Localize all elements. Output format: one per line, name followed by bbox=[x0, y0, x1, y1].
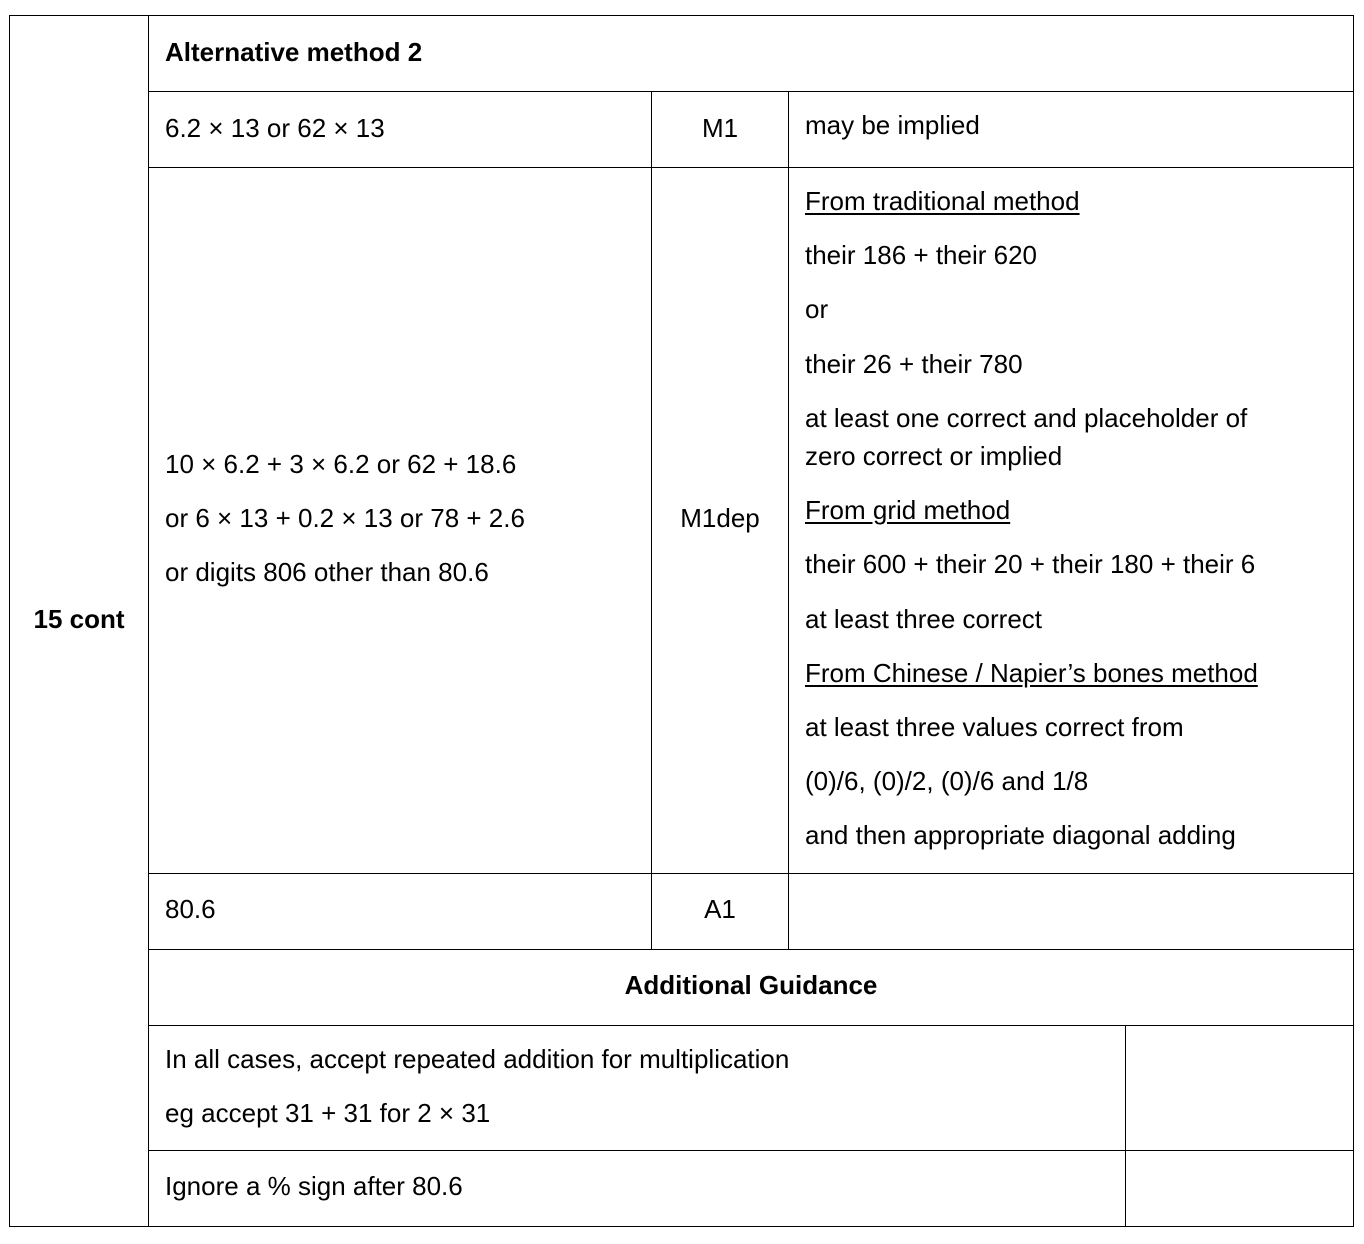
comment-line: (0)/6, (0)/2, (0)/6 and 1/8 bbox=[805, 766, 1089, 796]
guidance-text: Ignore a % sign after 80.6 bbox=[165, 1171, 463, 1201]
row-divider bbox=[148, 1025, 1354, 1026]
row-divider bbox=[148, 91, 1354, 92]
traditional-method-heading: From traditional method bbox=[805, 186, 1080, 216]
question-number: 15 cont bbox=[33, 604, 125, 634]
comment-line: their 26 + their 780 bbox=[805, 349, 1023, 379]
working-line: or digits 806 other than 80.6 bbox=[165, 557, 489, 587]
working-line: 10 × 6.2 + 3 × 6.2 or 62 + 18.6 bbox=[165, 449, 517, 479]
table-bottom-border bbox=[9, 1226, 1354, 1227]
chinese-method-heading: From Chinese / Napier’s bones method bbox=[805, 658, 1258, 688]
comment-line: or bbox=[805, 294, 829, 324]
method-title: Alternative method 2 bbox=[165, 37, 423, 67]
comment-cell: may be implied bbox=[805, 110, 980, 140]
grid-method-heading: From grid method bbox=[805, 495, 1011, 525]
comment-line: and then appropriate diagonal adding bbox=[805, 820, 1236, 850]
working-line: or 6 × 13 + 0.2 × 13 or 78 + 2.6 bbox=[165, 503, 525, 533]
additional-guidance-heading: Additional Guidance bbox=[624, 970, 878, 1000]
question-column-divider bbox=[148, 15, 149, 1227]
guidance-text: eg accept 31 + 31 for 2 × 31 bbox=[165, 1098, 491, 1128]
comment-line: their 600 + their 20 + their 180 + their 6 bbox=[805, 549, 1256, 579]
comment-line: at least three correct bbox=[805, 604, 1042, 634]
row-divider bbox=[148, 1150, 1354, 1151]
working-cell: 6.2 × 13 or 62 × 13 bbox=[165, 113, 385, 143]
comment-line: at least one correct and placeholder of bbox=[805, 403, 1248, 433]
mark-cell: M1 bbox=[701, 113, 739, 143]
working-cell: 80.6 bbox=[165, 894, 216, 924]
comment-line: zero correct or implied bbox=[805, 441, 1063, 471]
guidance-mark-divider bbox=[1125, 1025, 1126, 1227]
comment-line: at least three values correct from bbox=[805, 712, 1184, 742]
table-right-border bbox=[1353, 15, 1354, 1227]
row-divider bbox=[148, 167, 1354, 168]
row-divider bbox=[148, 949, 1354, 950]
mark-column-right-divider bbox=[788, 91, 789, 950]
mark-cell: M1dep bbox=[680, 503, 760, 533]
row-divider bbox=[148, 873, 1354, 874]
guidance-text: In all cases, accept repeated addition for multiplication bbox=[165, 1044, 790, 1074]
mark-cell: A1 bbox=[704, 894, 736, 924]
table-top-border bbox=[9, 15, 1354, 16]
comment-line: their 186 + their 620 bbox=[805, 240, 1037, 270]
